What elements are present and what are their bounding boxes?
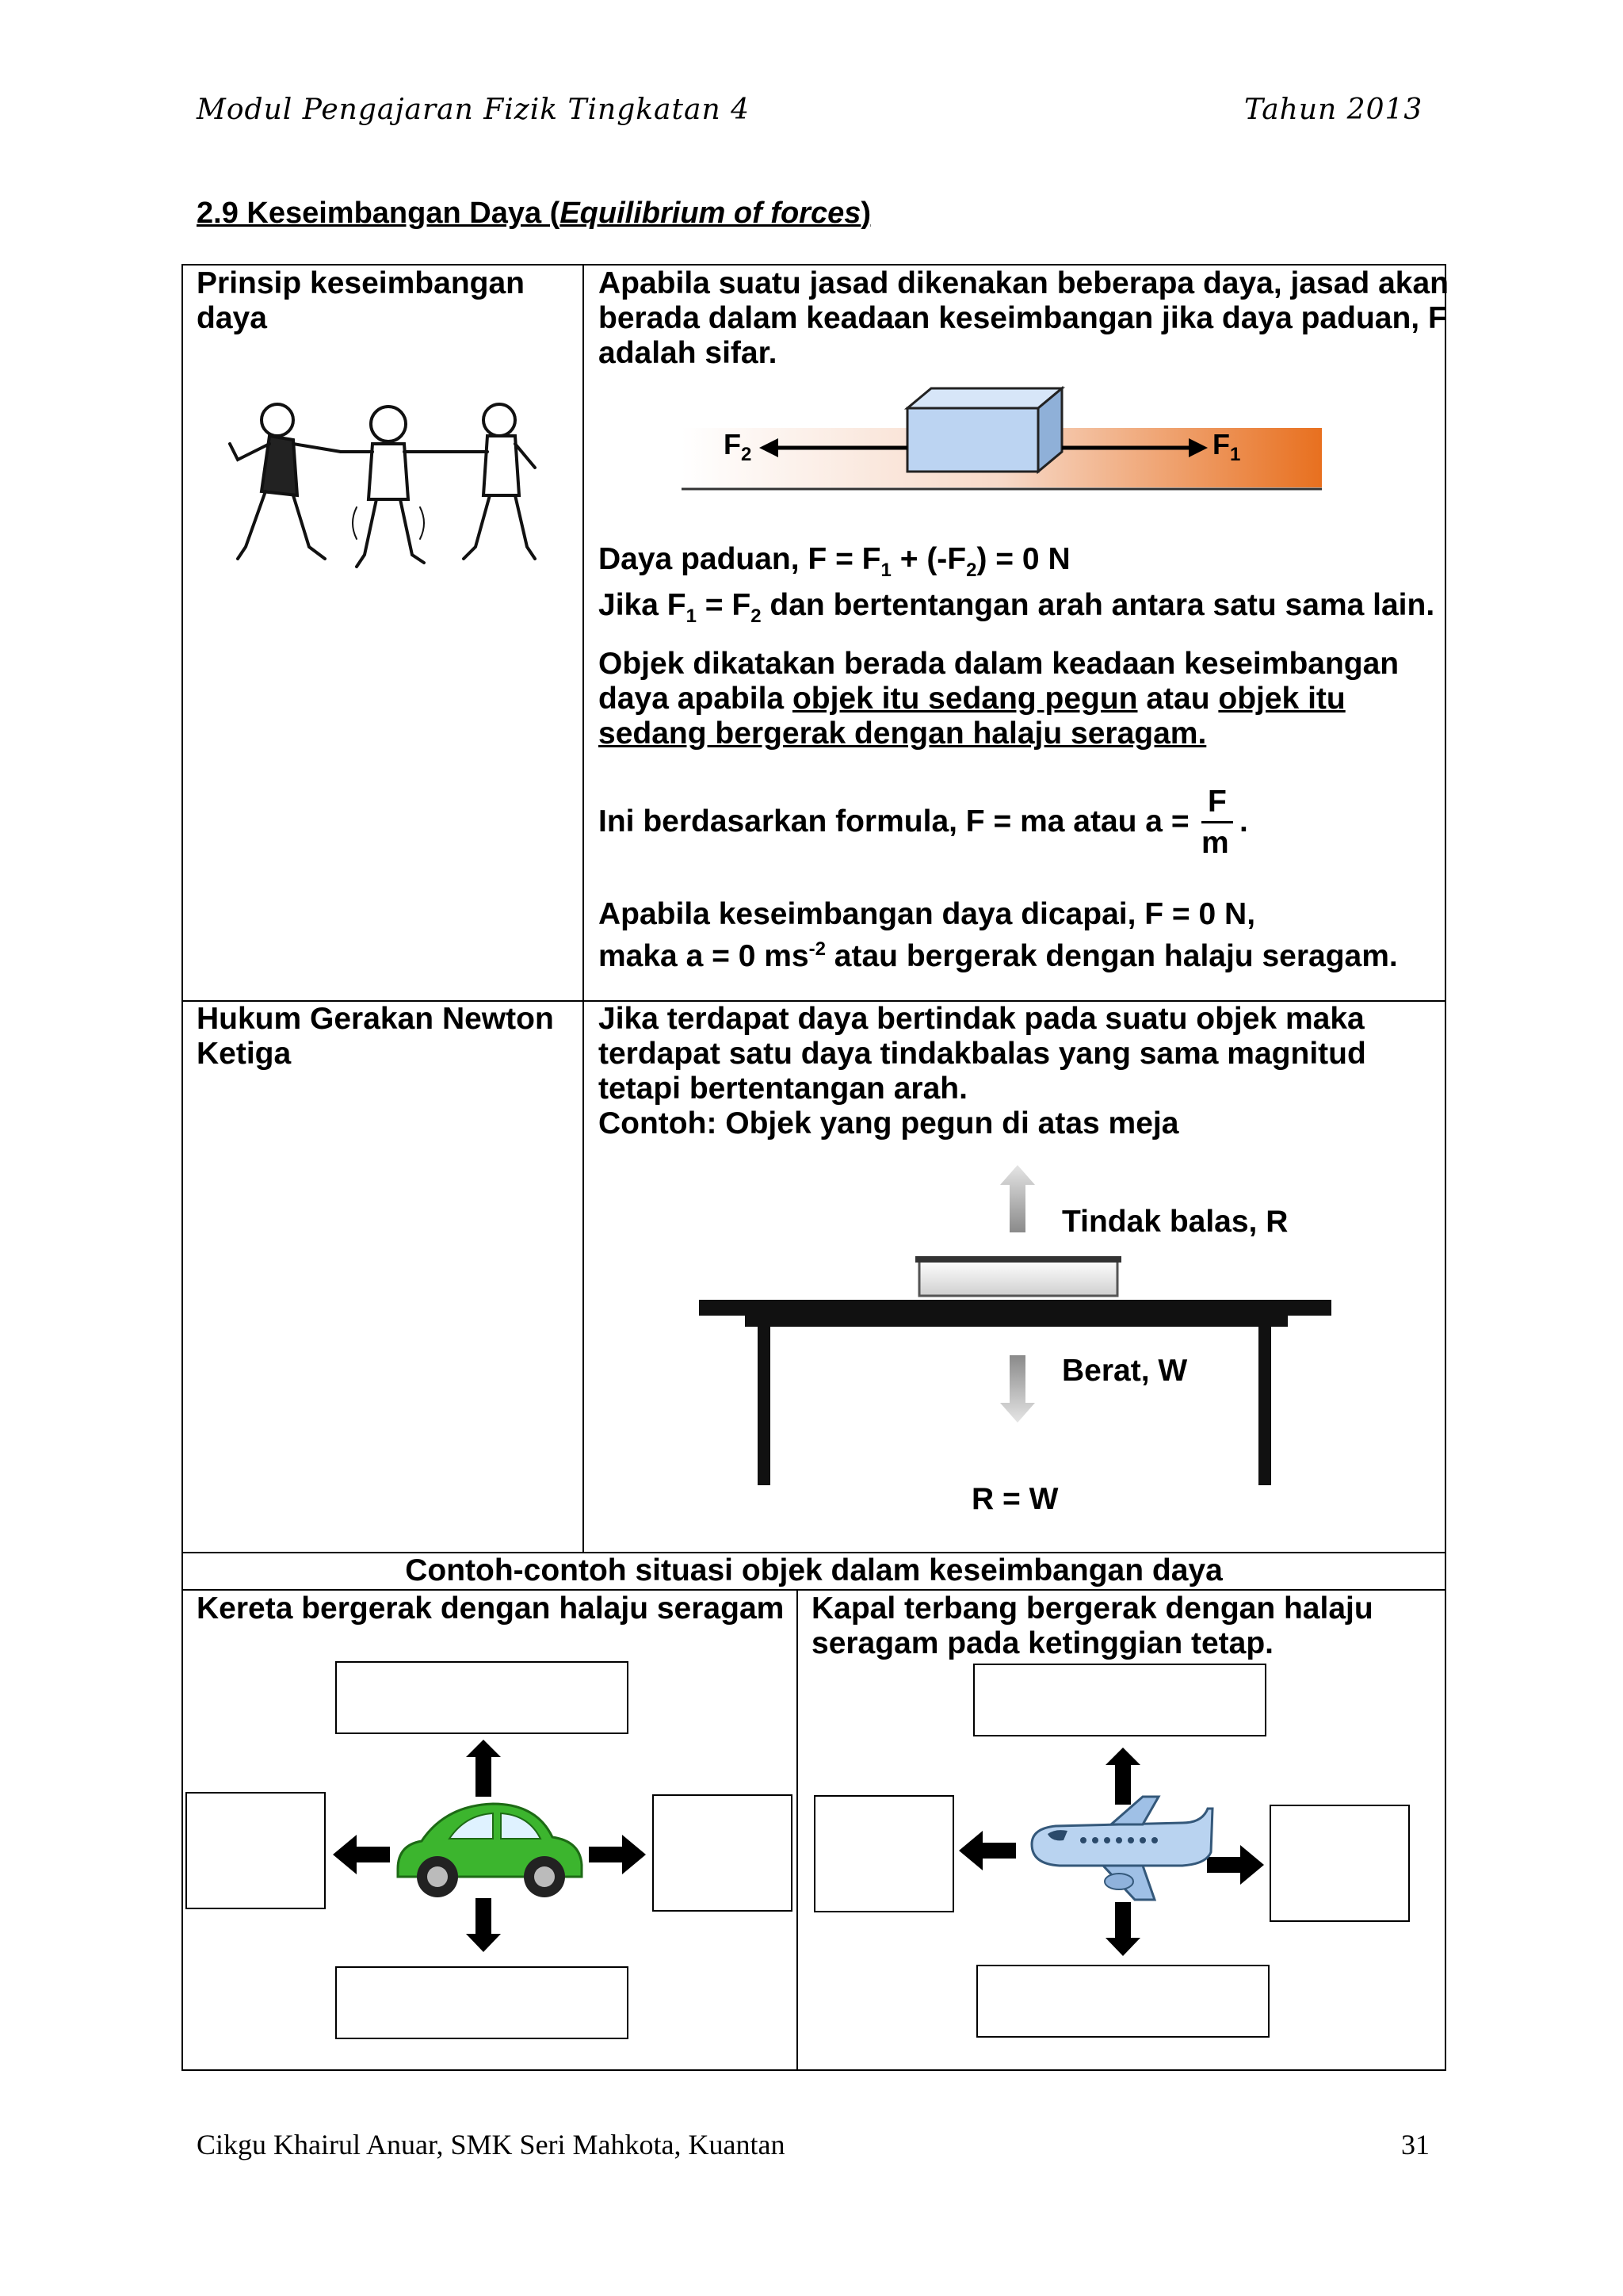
reaction-weight-equation: R = W bbox=[972, 1482, 1059, 1516]
newton-third-law-text: Jika terdapat daya bertindak pada suatu objek maka terdapat satu daya tindakbalas yang sama magnitud tetapi bertentangan arah. Contoh: Objek yang pegun di atas meja bbox=[598, 1002, 1366, 1140]
equilibrium-conclusion: Apabila keseimbangan daya dicapai, F = 0 N, maka a = 0 $ms^{-2}$ atau bergerak dengan halaju seragam. bbox=[598, 897, 1398, 973]
plane-bottom-answer-box[interactable] bbox=[976, 1965, 1270, 2038]
plane-top-answer-box[interactable] bbox=[973, 1664, 1266, 1736]
examples-heading: Contoh-contoh situasi objek dalam keseimbangan daya bbox=[405, 1553, 1223, 1587]
plane-example-title: Kapal terbang bergerak dengan halaju seragam pada ketinggian tetap. bbox=[812, 1591, 1373, 1660]
tug-of-war-illustration bbox=[222, 396, 555, 579]
table-column-divider bbox=[582, 264, 584, 1553]
table-left-border bbox=[181, 264, 183, 2071]
resultant-force-equation: Daya paduan, $F = F_1 + (-F_2) = 0$ N Jika $F_1 = F_2$ dan bertentangan arah antara satu sama lain. bbox=[598, 542, 1435, 627]
year-label: Tahun 2013 bbox=[1244, 94, 1423, 126]
reaction-force-label: Tindak balas, R bbox=[1062, 1205, 1289, 1239]
module-title: Modul Pengajaran Fizik Tingkatan 4 bbox=[197, 94, 750, 126]
car-example-title: Kereta bergerak dengan halaju seragam bbox=[197, 1591, 785, 1626]
equilibrium-definition: Objek dikatakan berada dalam keadaan keseimbangan daya apabila objek itu sedang pegun atau objek itu sedang bergerak dengan halaju seragam. bbox=[598, 647, 1400, 751]
table-top-border bbox=[181, 264, 1446, 266]
fraction-bar bbox=[1201, 821, 1233, 823]
principle-intro: Apabila suatu jasad dikenakan beberapa daya, jasad akan berada dalam keadaan keseimbangan jika daya paduan, F adalah sifar. bbox=[598, 266, 1449, 370]
plane-left-answer-box[interactable] bbox=[814, 1795, 954, 1912]
newton-third-law-label: Hukum Gerakan Newton Ketiga bbox=[197, 1002, 554, 1071]
footer-author: Cikgu Khairul Anuar, SMK Seri Mahkota, Kuantan bbox=[197, 2129, 785, 2160]
weight-label: Berat, W bbox=[1062, 1354, 1188, 1388]
car-top-answer-box[interactable] bbox=[335, 1661, 628, 1734]
car-right-answer-box[interactable] bbox=[652, 1794, 792, 1912]
f2-label: $F_2$ bbox=[724, 428, 752, 466]
formula-period: . bbox=[1239, 804, 1248, 839]
table-right-border bbox=[1445, 264, 1446, 2071]
formula-text: Ini berdasarkan formula, F = ma atau a = bbox=[598, 804, 1190, 839]
formula-denominator: m bbox=[1201, 826, 1229, 860]
formula-numerator: F bbox=[1208, 785, 1227, 819]
row-divider-3 bbox=[181, 1589, 1446, 1591]
f1-label: $F_1$ bbox=[1212, 428, 1241, 466]
plane-right-answer-box[interactable] bbox=[1270, 1805, 1410, 1922]
table-bottom-border bbox=[181, 2069, 1446, 2071]
green-car-illustration bbox=[390, 1797, 588, 1901]
section-title: 2.9 Keseimbangan Daya (Equilibrium of forces) bbox=[197, 197, 872, 230]
examples-divider bbox=[796, 1589, 798, 2071]
car-left-answer-box[interactable] bbox=[185, 1792, 326, 1909]
airplane-illustration bbox=[1024, 1793, 1214, 1904]
page-number: 31 bbox=[1401, 2129, 1430, 2160]
principle-label: Prinsip keseimbangan daya bbox=[197, 266, 525, 335]
car-bottom-answer-box[interactable] bbox=[335, 1966, 628, 2039]
